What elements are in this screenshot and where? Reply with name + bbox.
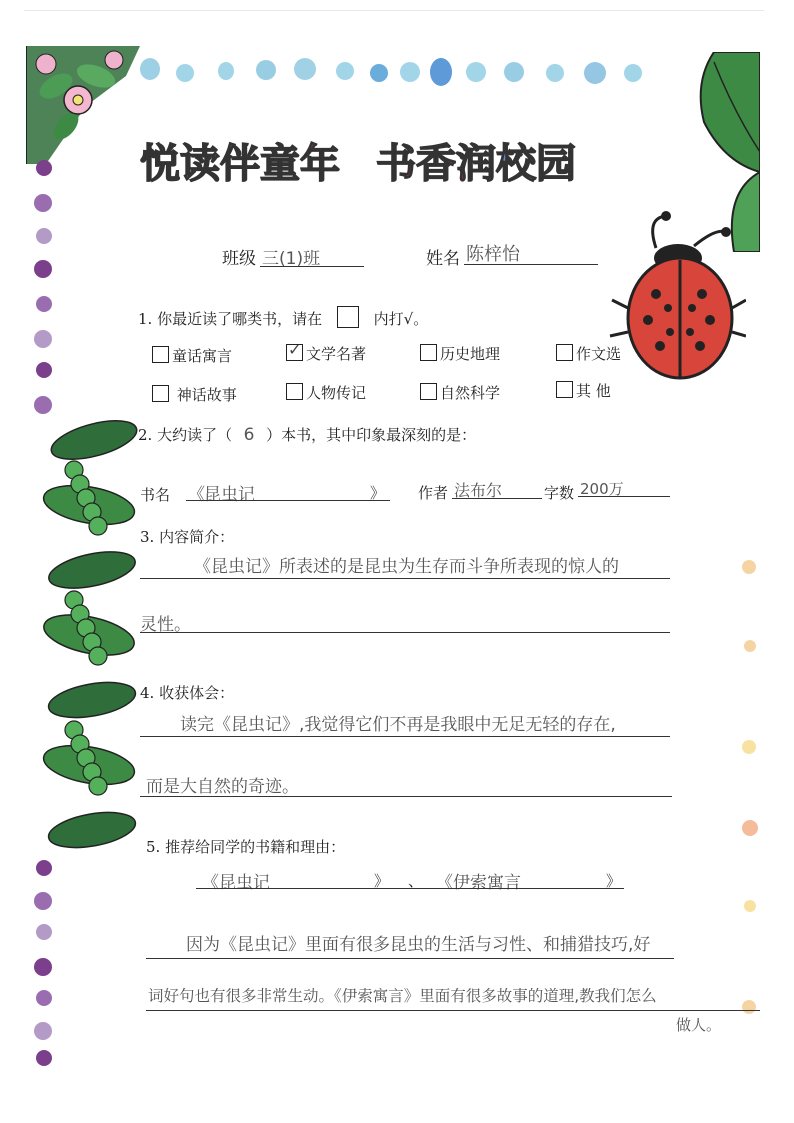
option-literary-classics[interactable]: ✓ 文学名著 [288,340,367,363]
title-char: 书 [376,141,416,187]
reason-underline-2 [146,1010,760,1011]
class-label: 班级 [222,249,256,269]
book-title-close: 》 [370,484,386,502]
recommended-book-2-close: 》 [606,872,622,890]
option-mythology[interactable]: 神话故事 [152,384,237,405]
question-1-prefix: 1. 你最近读了哪类书，请在 [138,310,323,328]
reflection-underline-2 [140,796,672,797]
author-value: 法布尔 [454,481,503,500]
summary-line-1: 《昆虫记》所表述的是昆虫为生存而斗争所表现的惊人的 [194,557,619,577]
book-title-label: 书名 [140,486,171,504]
reflection-underline-1 [140,736,670,737]
word-count-underline [578,496,670,497]
word-count-label: 字数 [544,484,575,502]
reason-line-3: 做人。 [676,1016,722,1034]
title-char: 校 [496,141,536,187]
book-title-value: 昆虫记 [204,485,255,505]
book-title-open: 《 [188,485,205,505]
option-natural-science[interactable]: 自然科学 [420,382,500,403]
summary-line-2: 灵性。 [140,615,191,635]
question-5: 5. 推荐给同学的书籍和理由： [146,838,346,856]
title-char: 伴 [220,141,260,187]
option-other[interactable]: 其 他 [556,380,611,401]
page-title [140,132,576,189]
title-char: 悦 [140,141,180,187]
question-1-suffix: 内打√。 [373,310,429,328]
checkbox[interactable] [556,344,573,361]
option-essays[interactable]: 作文选 [556,343,621,364]
ladybug-illustration [606,208,746,388]
recommended-book-1: 《昆虫记 [202,873,270,893]
question-1 [138,306,428,329]
checkbox[interactable] [152,385,169,402]
class-underline [260,266,364,267]
title-char: 童 [260,141,300,187]
option-biography[interactable]: 人物传记 [286,382,366,403]
reflection-line-1: 读完《昆虫记》,我觉得它们不再是我眼中无足无轻的存在, [180,715,616,735]
book-separator: 、 [408,872,424,890]
book-count: 6 [243,425,255,445]
summary-underline-1 [140,578,670,579]
book-title-underline [186,500,390,501]
summary-underline-2 [140,632,670,633]
checkbox[interactable] [420,344,437,361]
checkbox[interactable] [286,383,303,400]
recommended-book-2: 《伊索寓言 [436,873,521,893]
recommended-book-1-close: 》 [374,872,390,890]
reason-underline-1 [146,958,674,959]
check-mark-icon: ✓ [288,340,302,359]
checkbox[interactable] [556,381,573,398]
reflection-line-2: 而是大自然的奇迹。 [146,777,299,797]
option-fairy-tales[interactable]: 童话寓言 [152,345,232,366]
author-label: 作者 [418,484,449,502]
reason-line-1: 因为《昆虫记》里面有很多昆虫的生活与习性、和捕猎技巧,好 [186,935,651,955]
title-char: 年 [300,141,340,187]
checkbox[interactable] [420,383,437,400]
title-char: 香 [416,141,456,187]
checkbox[interactable] [152,346,169,363]
question-2: 2. 大约读了（ 6 ）本书，其中印象最深刻的是： [138,425,477,445]
name-label: 姓名 [426,249,460,269]
option-history-geography[interactable]: 历史地理 [420,343,500,364]
recommended-books-underline [196,888,624,889]
checkbox-checked[interactable] [286,340,303,361]
question-4: 4. 收获体会： [140,684,235,702]
name-underline [464,264,598,265]
title-char: 园 [536,141,576,187]
title-char: 读 [180,141,220,187]
author-underline [452,498,542,499]
example-checkbox-icon [337,306,359,328]
reason-line-2: 词好句也有很多非常生动。《伊索寓言》里面有很多故事的道理,教我们怎么 [148,987,657,1005]
word-count-value: 200万 [580,480,624,498]
caterpillar-leaves-illustration [34,410,140,880]
class-value: 三(1)班 [262,249,321,269]
question-3: 3. 内容简介： [140,528,235,546]
flower-leaves-illustration [26,46,140,164]
name-value: 陈梓怡 [466,244,520,265]
title-char: 润 [456,141,496,187]
